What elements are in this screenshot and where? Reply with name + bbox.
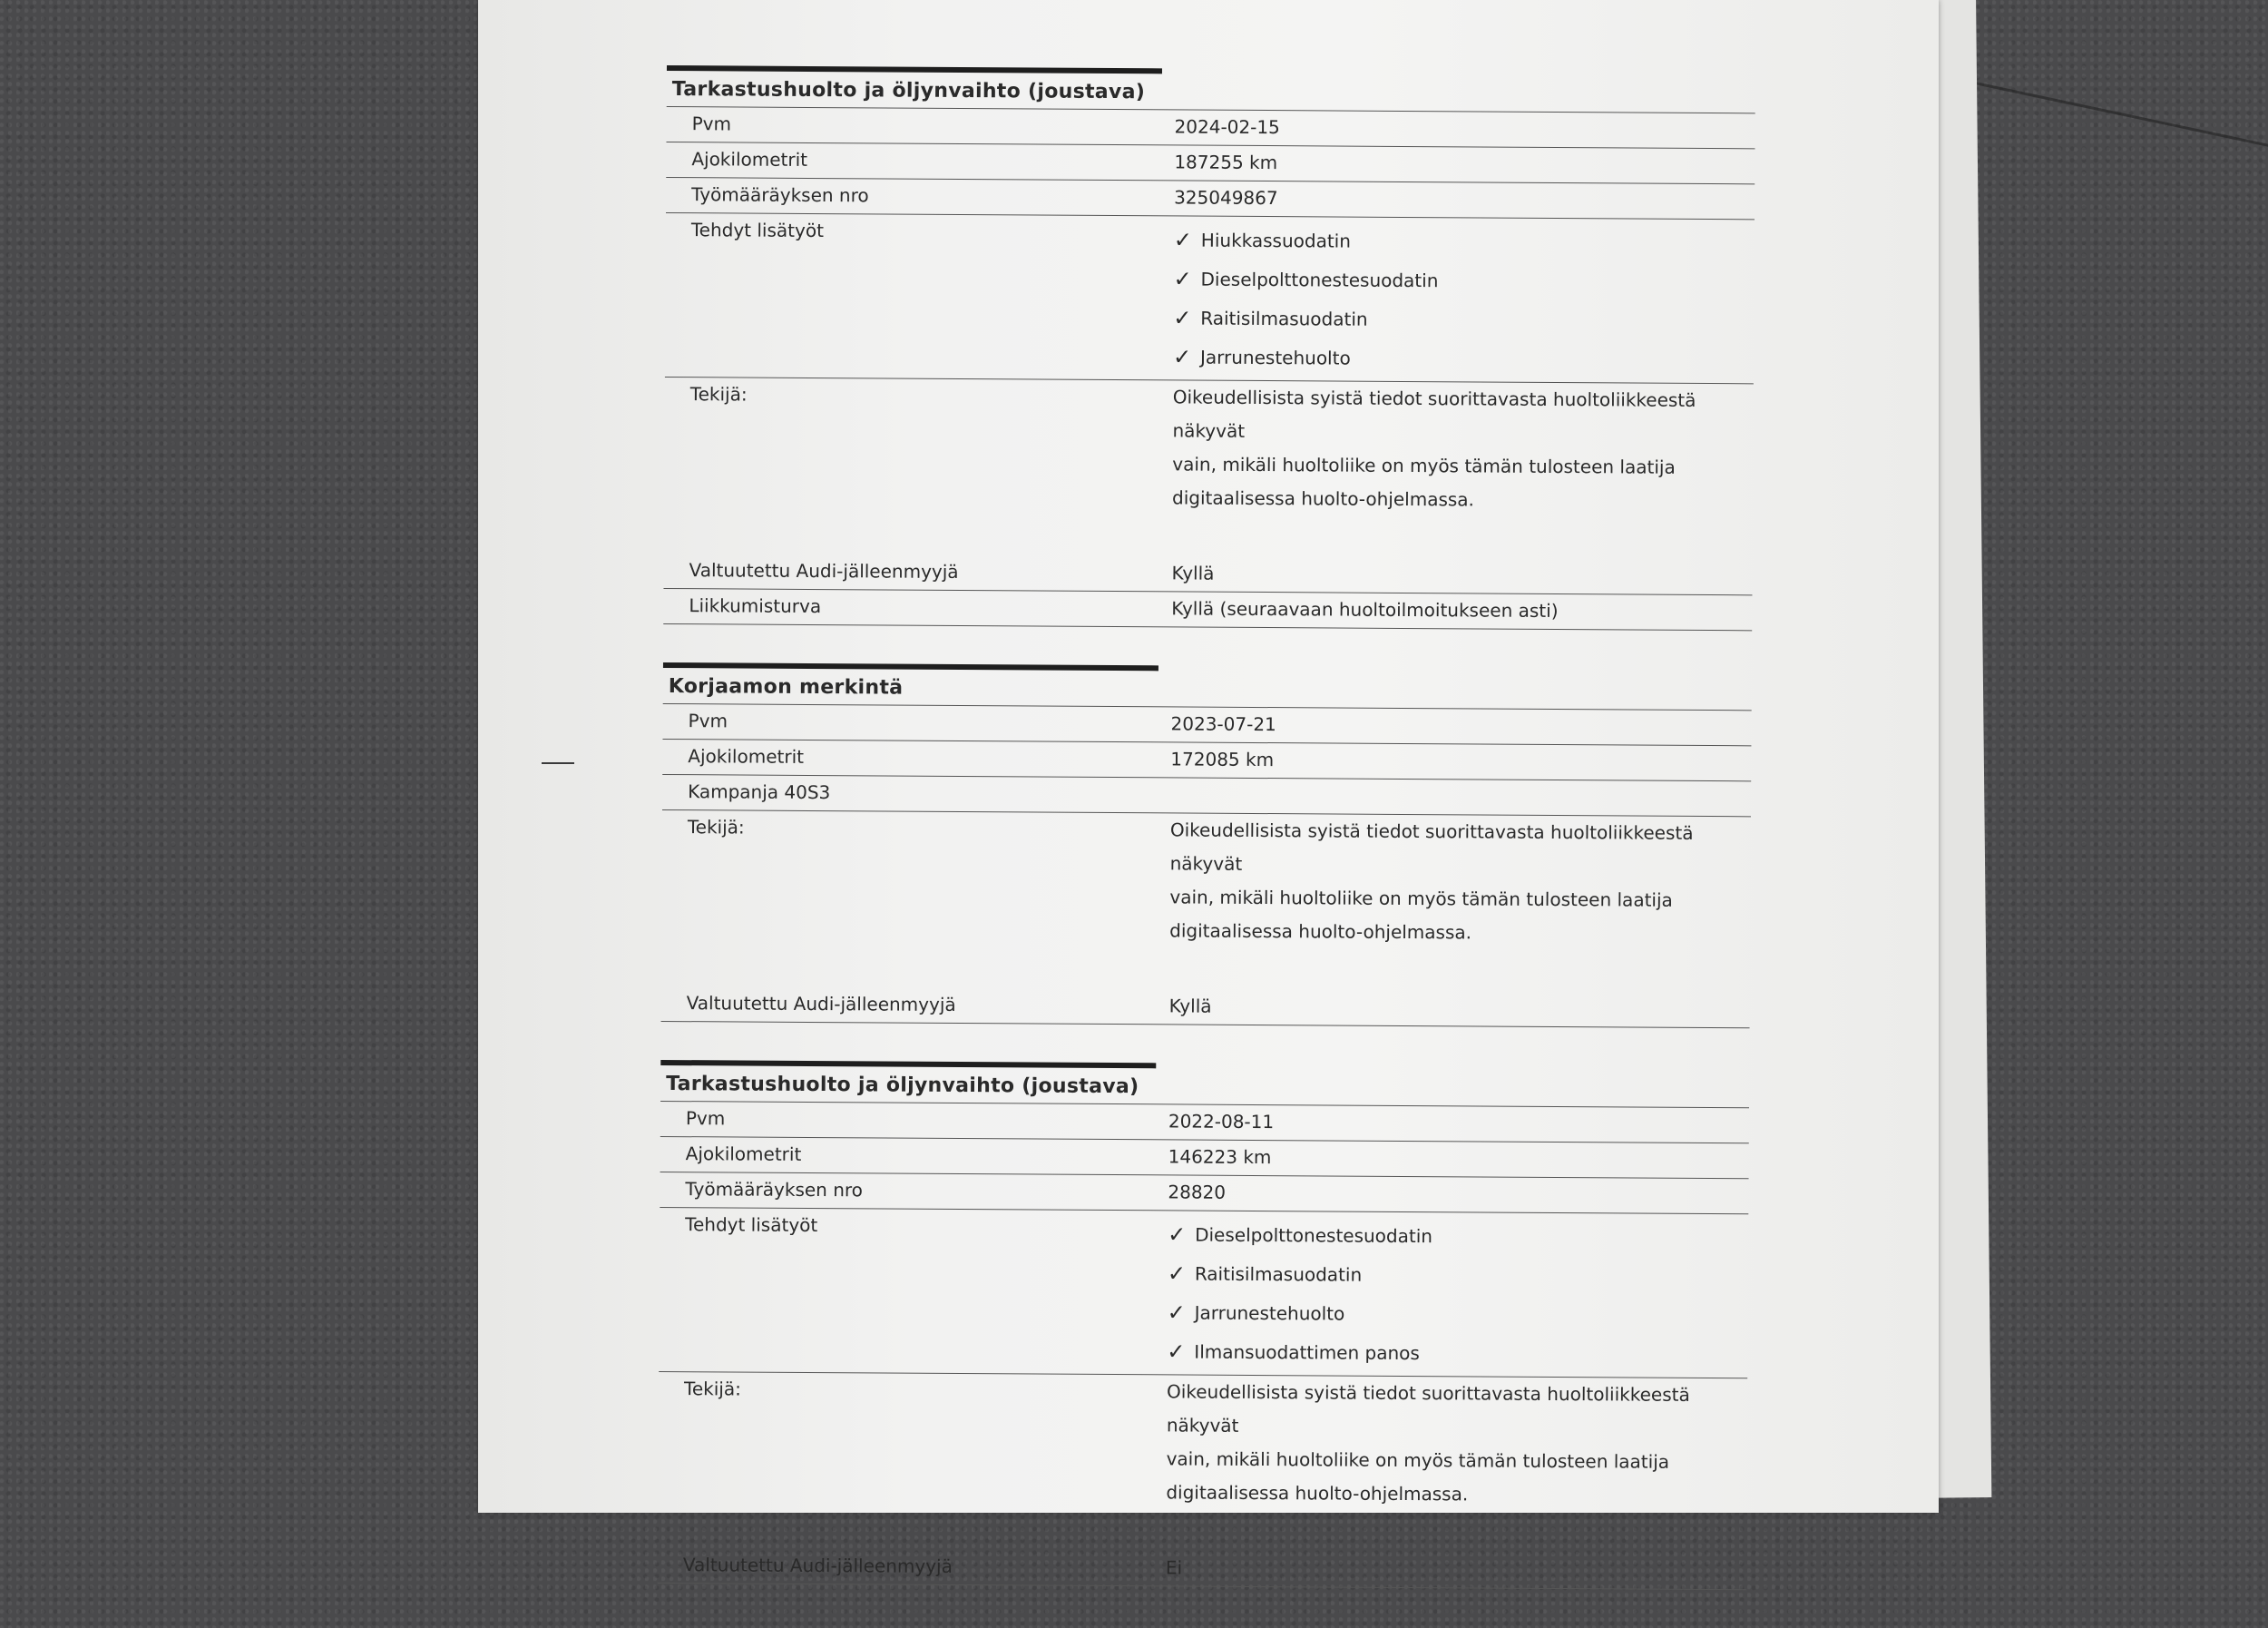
note-line: Oikeudellisista syistä tiedot suorittavasta huoltoliikkeestä näkyvät — [1166, 1380, 1690, 1437]
row-value: Ei — [1165, 1556, 1183, 1579]
row-value: 146223 km — [1168, 1145, 1272, 1169]
checkmark-icon: ✓ — [1172, 343, 1192, 370]
margin-mark — [542, 762, 574, 764]
list-item-text: Raitisilmasuodatin — [1200, 307, 1368, 330]
row-value: Kyllä — [1171, 562, 1215, 584]
row-authorized-dealer — [661, 986, 1750, 1028]
row-label: Pvm — [685, 1107, 726, 1130]
row-label: Pvm — [691, 113, 732, 135]
row-value: Kyllä (seuraavaan huoltoilmoitukseen asti) — [1171, 597, 1559, 623]
row-date — [666, 106, 1755, 148]
checkmark-icon: ✓ — [1173, 265, 1192, 292]
row-label: Pvm — [688, 710, 728, 732]
note-line: digitaalisessa huolto-ohjelmassa. — [1166, 1481, 1469, 1505]
checkmark-icon: ✓ — [1173, 226, 1193, 253]
extra-work-list — [1173, 216, 1755, 383]
section-title: Korjaamon merkintä — [663, 662, 1158, 706]
section-title: Tarkastushuolto ja öljynvaihto (joustava) — [667, 65, 1162, 109]
note-line: Oikeudellisista syistä tiedot suorittavasta huoltoliikkeestä näkyvät — [1169, 819, 1694, 875]
note-line: digitaalisessa huolto-ohjelmassa. — [1169, 919, 1472, 944]
row-label: Työmääräyksen nro — [685, 1178, 864, 1201]
performer-note — [1169, 813, 1751, 951]
list-item-text: Raitisilmasuodatin — [1194, 1262, 1363, 1286]
checkmark-icon: ✓ — [1167, 1338, 1186, 1365]
row-value: 2024-02-15 — [1174, 115, 1280, 139]
list-item — [1167, 1292, 1747, 1335]
row-label: Kampanja 40S3 — [688, 780, 831, 804]
checkmark-icon: ✓ — [1173, 304, 1192, 331]
checkmark-icon: ✓ — [1167, 1260, 1187, 1287]
note-line: vain, mikäli huoltoliike on myös tämän tulosteen laatija — [1166, 1447, 1670, 1473]
row-label: Tehdyt lisätyöt — [690, 219, 825, 242]
row-extra-work — [659, 1207, 1748, 1378]
list-item — [1167, 1331, 1747, 1374]
floor-tile-seam — [1931, 73, 2268, 154]
list-item — [1173, 259, 1754, 301]
row-value: 2022-08-11 — [1168, 1110, 1275, 1133]
row-date — [662, 703, 1751, 745]
list-item — [1173, 298, 1754, 340]
row-date — [660, 1101, 1749, 1143]
row-label: Tekijä: — [689, 383, 748, 406]
row-label: Ajokilometrit — [688, 745, 805, 768]
row-campaign — [662, 774, 1751, 816]
note-line: Oikeudellisista syistä tiedot suorittavasta huoltoliikkeestä näkyvät — [1172, 386, 1696, 442]
list-item-text: Dieselpolttonestesuodatin — [1195, 1223, 1433, 1247]
row-label: Tekijä: — [684, 1378, 741, 1400]
row-authorized-dealer — [658, 1548, 1746, 1590]
row-authorized-dealer — [663, 554, 1752, 594]
checkmark-icon: ✓ — [1167, 1299, 1186, 1326]
row-value: 28820 — [1168, 1181, 1227, 1203]
note-line: vain, mikäli huoltoliike on myös tämän tulosteen laatija — [1172, 453, 1676, 478]
row-mileage — [662, 739, 1751, 780]
service-entry-2022 — [658, 1060, 1750, 1590]
list-item-text: Dieselpolttonestesuodatin — [1200, 268, 1439, 291]
row-value: Kyllä — [1168, 995, 1212, 1017]
list-item-text: Jarrunestehuolto — [1194, 1301, 1345, 1325]
service-history — [658, 65, 1755, 1628]
list-item — [1168, 1253, 1748, 1296]
row-performer — [664, 377, 1754, 560]
service-record-page — [478, 0, 1939, 1579]
list-item-text: Jarrunestehuolto — [1199, 346, 1351, 369]
row-value: 2023-07-21 — [1170, 712, 1276, 736]
row-label: Ajokilometrit — [691, 148, 808, 171]
row-value: 172085 km — [1170, 748, 1275, 771]
row-label: Työmääräyksen nro — [691, 183, 869, 207]
workshop-entry-2023 — [661, 662, 1752, 1028]
list-item — [1168, 1214, 1748, 1257]
row-value: 325049867 — [1174, 186, 1278, 210]
row-label: Valtuutettu Audi-jälleenmyyjä — [686, 992, 956, 1015]
row-work-order — [666, 177, 1755, 219]
list-item — [1173, 337, 1754, 379]
row-performer — [661, 809, 1751, 993]
row-label: Ajokilometrit — [685, 1143, 802, 1165]
row-label: Valtuutettu Audi-jälleenmyyjä — [689, 559, 959, 583]
row-value: 187255 km — [1174, 151, 1278, 174]
service-entry-2024 — [663, 65, 1755, 631]
list-item-text: Hiukkassuodatin — [1200, 229, 1352, 252]
extra-work-list — [1167, 1211, 1748, 1378]
row-label: Valtuutettu Audi-jälleenmyyjä — [682, 1554, 953, 1577]
section-title: Tarkastushuolto ja öljynvaihto (joustava) — [660, 1060, 1156, 1103]
row-value — [1170, 778, 1751, 816]
row-mileage — [660, 1136, 1749, 1178]
note-line: digitaalisessa huolto-ohjelmassa. — [1172, 486, 1475, 511]
row-label: Tekijä: — [687, 816, 745, 839]
row-extra-work — [665, 212, 1755, 383]
performer-note — [1172, 380, 1754, 518]
checkmark-icon: ✓ — [1168, 1221, 1187, 1248]
row-mobility-guarantee — [663, 588, 1752, 631]
row-label: Tehdyt lisätyöt — [685, 1213, 818, 1237]
row-mileage — [666, 142, 1755, 183]
list-item-text: Ilmansuodattimen panos — [1194, 1340, 1420, 1364]
row-label: Liikkumisturva — [689, 594, 822, 618]
row-work-order — [660, 1172, 1748, 1213]
performer-note — [1166, 1375, 1747, 1513]
row-performer — [658, 1371, 1747, 1554]
note-line: vain, mikäli huoltoliike on myös tämän tulosteen laatija — [1169, 886, 1673, 911]
list-item — [1174, 220, 1755, 262]
